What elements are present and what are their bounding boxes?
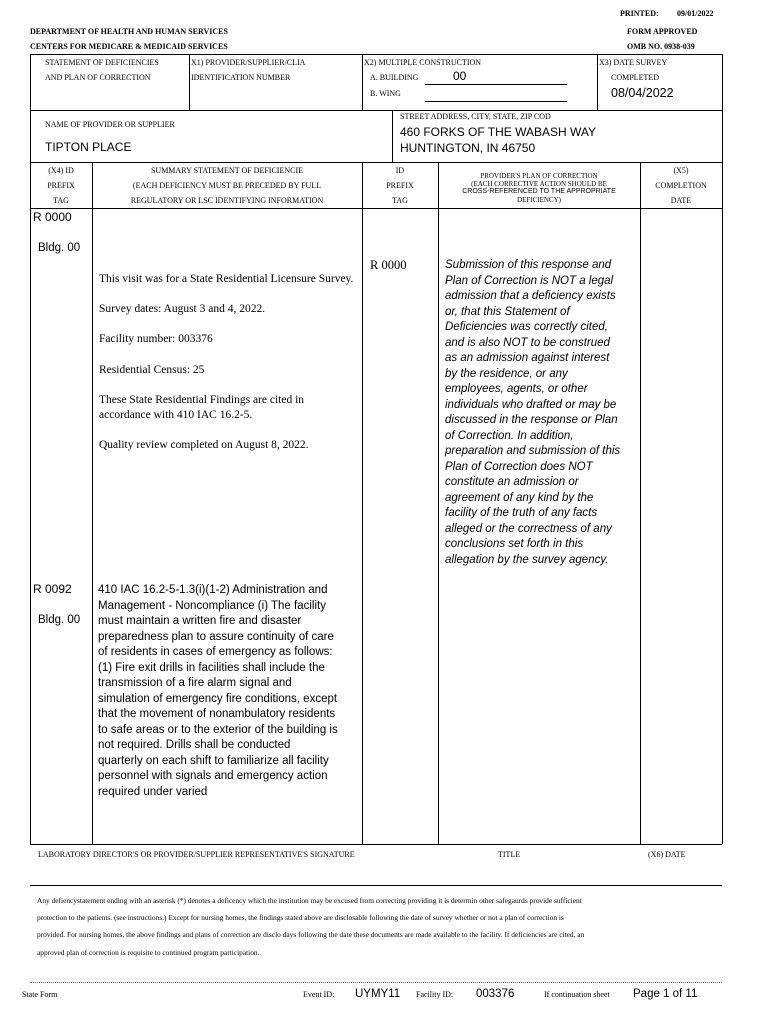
statement-label-2: AND PLAN OF CORRECTION bbox=[45, 73, 151, 82]
state-form-label: State Form bbox=[22, 990, 58, 999]
omb-number: OMB NO. 0938-039 bbox=[627, 42, 695, 51]
completion-label: COMPLETION bbox=[655, 181, 707, 190]
x4-prefix-label: PREFIX bbox=[47, 181, 75, 190]
completed-label: COMPLETED bbox=[611, 73, 659, 82]
entry-1-building: Bldg. 00 bbox=[38, 242, 81, 254]
entry-1-tag: R 0000 bbox=[33, 210, 72, 224]
facility-id-value: 003376 bbox=[476, 988, 515, 1000]
entry-1-paragraph: Residential Census: 25 bbox=[99, 363, 205, 376]
date-survey-label: X3) DATE SURVEY bbox=[599, 58, 668, 67]
completion-date-label: DATE bbox=[670, 196, 692, 205]
printed-label: PRINTED: bbox=[620, 9, 659, 18]
entry-1-id-tag: R 0000 bbox=[370, 258, 407, 272]
provider-name-label: NAME OF PROVIDER OR SUPPLIER bbox=[45, 120, 175, 129]
address-line-1: 460 FORKS OF THE WABASH WAY bbox=[400, 125, 597, 139]
completed-date: 08/04/2022 bbox=[611, 86, 674, 100]
plan-label-1: PROVIDER'S PLAN OF CORRECTION bbox=[480, 172, 598, 180]
provider-clia-label: X1) PROVIDER/SUPPLIER/CLIA bbox=[191, 58, 306, 67]
entry-1-summary bbox=[99, 272, 354, 468]
x4-tag-label: TAG bbox=[53, 196, 69, 205]
page-number: Page 1 of 11 bbox=[633, 988, 698, 1000]
address-line-2: HUNTINGTON, IN 46750 bbox=[400, 141, 536, 155]
x4-id-label: (X4) ID bbox=[48, 166, 74, 175]
facility-id-label: Facility ID: bbox=[416, 990, 454, 999]
summary-label-3: REGULATORY OR LSC IDENTIFYING INFORMATION bbox=[130, 196, 324, 205]
continuation-sheet-label: If continuation sheet bbox=[544, 990, 610, 999]
identification-number-label: IDENTIFICATION NUMBER bbox=[191, 73, 291, 82]
centers-title: CENTERS FOR MEDICARE & MEDICAID SERVICES bbox=[30, 42, 228, 51]
building-label: A. BUILDING bbox=[370, 73, 419, 82]
plan-label-4: DEFICIENCY) bbox=[517, 196, 561, 204]
x5-label: (X5) bbox=[673, 166, 689, 175]
statement-label-1: STATEMENT OF DEFICIENCIES bbox=[45, 58, 159, 67]
building-value: 00 bbox=[453, 69, 467, 83]
entry-1-paragraph: Quality review completed on August 8, 2022. bbox=[99, 439, 309, 452]
entry-1-paragraph: Facility number: 003376 bbox=[99, 333, 213, 346]
signature-label: LABORATORY DIRECTOR'S OR PROVIDER/SUPPLIER REPRESENTATIVE'S SIGNATURE bbox=[38, 850, 355, 859]
printed-date: 09/01/2022 bbox=[677, 9, 714, 18]
provider-name: TIPTON PLACE bbox=[45, 140, 132, 154]
entry-1-paragraph: These State Residential Findings are cited in accordance with 410 IAC 16.2-5. bbox=[99, 393, 305, 422]
event-id-value: UYMY11 bbox=[355, 988, 401, 1000]
department-title: DEPARTMENT OF HEALTH AND HUMAN SERVICES bbox=[30, 27, 228, 36]
id-prefix-label: PREFIX bbox=[386, 181, 414, 190]
form-approved: FORM APPROVED bbox=[627, 27, 698, 36]
entry-1-plan-of-correction: Submission of this response and Plan of Correction is NOT a legal admission that a deficiency exists or, that this Statement of Deficiencies was correctly cited, and is also NOT to be construed as an admission against interest by the residence, or any employees, agents, or other individuals who drafted or may be discussed in the response or Plan of Correction. In addition, preparation and submission of this Plan of Correction does NOT constitute an admission or agreement of any kind by the facility of the truth of any facts alleged or the correctness of any conclusions set forth in this allegation by the survey agency. bbox=[445, 259, 621, 566]
plan-label-3: CROSS-REFERENCED TO THE APPROPRIATE bbox=[462, 188, 616, 195]
entry-2-building: Bldg. 00 bbox=[38, 614, 81, 626]
entry-1-paragraph: Survey dates: August 3 and 4, 2022. bbox=[99, 303, 266, 316]
id-tag-label: TAG bbox=[392, 196, 408, 205]
title-label: TITLE bbox=[498, 850, 521, 859]
id-label: ID bbox=[395, 166, 405, 175]
multiple-construction-label: X2) MULTIPLE CONSTRUCTION bbox=[364, 58, 482, 67]
plan-label-2: (EACH CORRECTIVE ACTION SHOULD BE bbox=[471, 180, 607, 188]
wing-label: B. WING bbox=[370, 89, 401, 98]
date-label: (X6) DATE bbox=[648, 850, 686, 859]
entry-2-tag: R 0092 bbox=[33, 582, 72, 596]
entry-2-summary: 410 IAC 16.2-5-1.3(i)(1-2) Administration and Management - Noncompliance (i) The facility must maintain a written fire and disaster preparedness plan to assure continuity of care of residents in cases of emergency as follows: (1) Fire exit drills in facilities shall include the transmission of a fire alarm signal and simulation of emergency fire conditions, except that the movement of nonambulatory residents to safe areas or to the exterior of the building is not required. Drills shall be conducted quarterly on each shift to familiarize all facility personnel with signals and emergency action required under varied bbox=[98, 584, 338, 798]
address-label: STREET ADDRESS, CITY, STATE, ZIP COD bbox=[400, 112, 551, 121]
entry-1-paragraph: This visit was for a State Residential Licensure Survey. bbox=[99, 273, 354, 285]
summary-label-2: (EACH DEFICIENCY MUST BE PRECEDED BY FULL bbox=[132, 181, 322, 190]
event-id-label: Event ID: bbox=[303, 990, 335, 999]
summary-label-1: SUMMARY STATEMENT OF DEFICIENCIE bbox=[150, 166, 304, 175]
disclaimer-footnote: Any defiencystatement ending with an asterisk (*) denotes a deficency which the institution may be excused from correcting providing it is determin other safegaurds provide sufficient protection to the patients. (see instructions.) Except for nursing homes, the findings stated above are disclosable following the date of survey whether or not a plan of correction is provided. For nursing homes, the above findings and plans of correction are disclo days following the date these documents are made available to the facility. If deficiencies are cited, an approved plan of correction is requisite to continued program participation. bbox=[37, 896, 585, 957]
